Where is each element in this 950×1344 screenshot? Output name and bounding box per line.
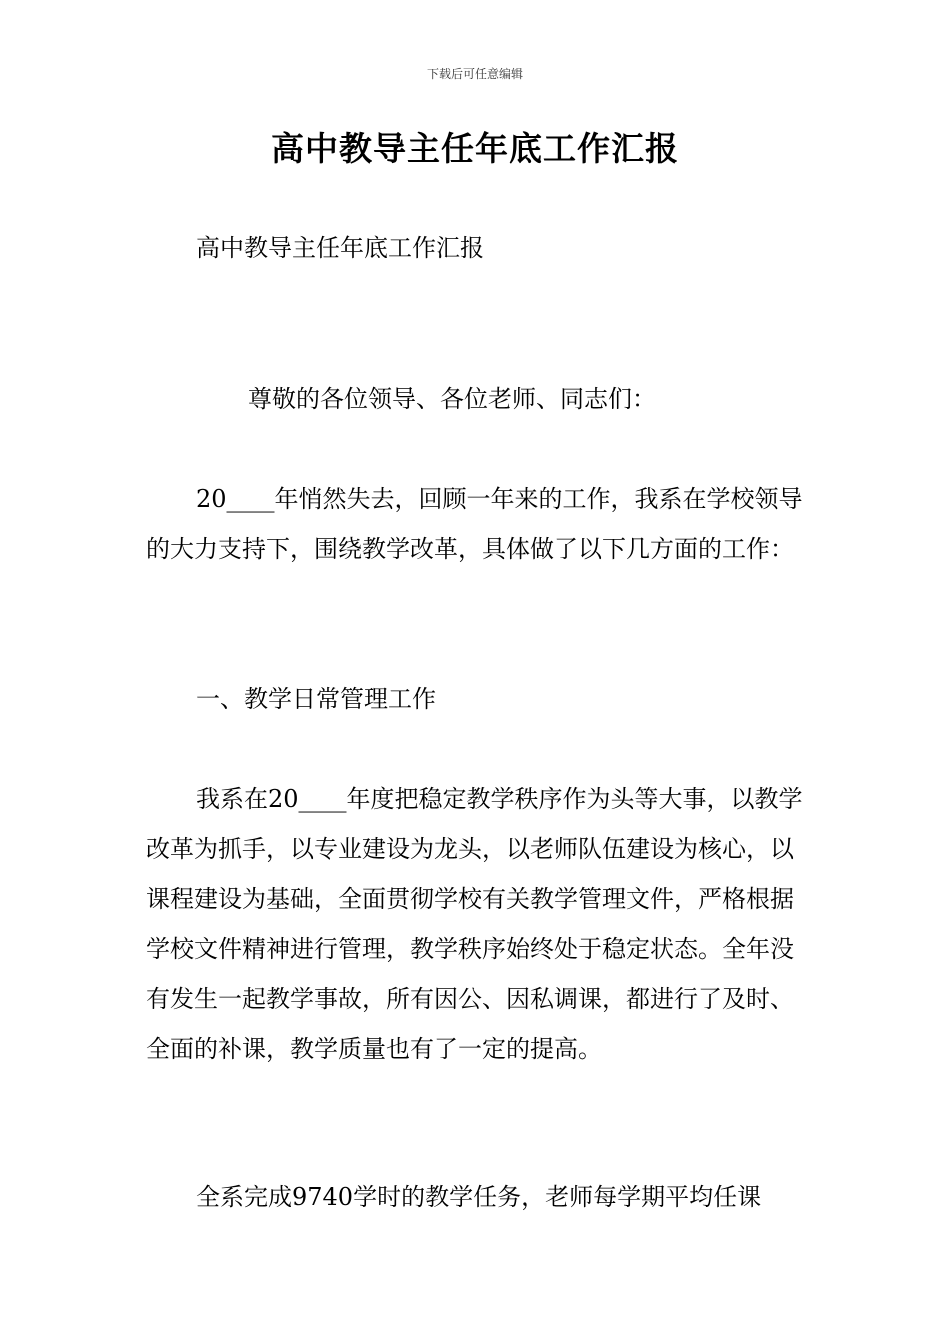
intro-paragraph: 20____年悄然失去，回顾一年来的工作，我系在学校领导的大力支持下，围绕教学改革，具体做了以下几方面的工作： [146,485,803,563]
section-body-paragraph: 我系在20____年度把稳定教学秩序作为头等大事，以教学改革为抓手，以专业建设为龙头，以老师队伍建设为核心，以课程建设为基础，全面贯彻学校有关教学管理文件，严格根据学校文件精神进行管理，教学秩序始终处于稳定状态。全年没有发生一起教学事故，所有因公、因私调课，都进行了及时、全面的补课，教学质量也有了一定的提高。 [146,785,803,1063]
greeting-paragraph: 尊敬的各位领导、各位老师、同志们： [248,385,656,413]
header-note: 下载后可任意编辑 [426,67,523,81]
section-heading: 一、教学日常管理工作 [196,685,436,713]
document-subtitle: 高中教导主任年底工作汇报 [196,234,484,262]
summary-paragraph: 全系完成9740学时的教学任务，老师每学期平均任课 [196,1183,762,1211]
document-title: 高中教导主任年底工作汇报 [271,129,679,168]
